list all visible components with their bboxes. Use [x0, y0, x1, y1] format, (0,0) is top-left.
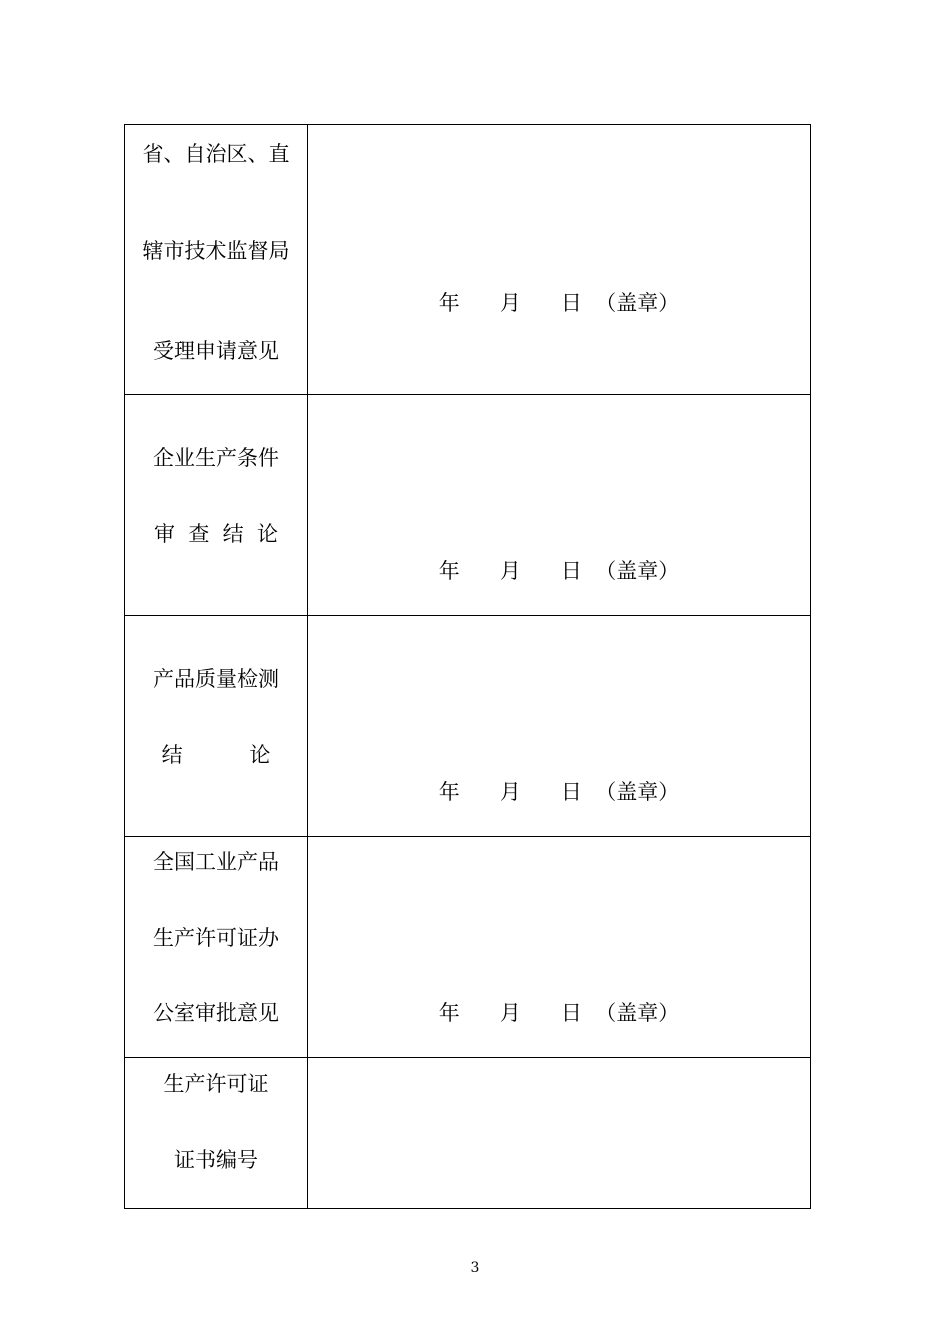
certificate-number-label-cell: [125, 1058, 308, 1209]
quality-test-label-cell: [125, 616, 308, 837]
date-stamp-line: 年 月 日 （盖章）: [438, 780, 680, 804]
label-line: 省、自治区、直: [142, 142, 290, 166]
provincial-acceptance-value-cell[interactable]: [308, 125, 811, 395]
table-row: [125, 837, 811, 1058]
national-office-approval-label-cell: [125, 837, 308, 1058]
date-stamp-line: 年 月 日 （盖章）: [438, 559, 680, 583]
label-line: 结 论: [161, 743, 271, 767]
label-line: 公室审批意见: [153, 1001, 279, 1025]
label-line: 全国工业产品: [153, 850, 279, 874]
production-conditions-value-cell[interactable]: [308, 395, 811, 616]
label-line: 受理申请意见: [153, 339, 279, 363]
label-line: 产品质量检测: [153, 667, 279, 691]
label-line: 辖市技术监督局: [142, 239, 290, 263]
label-line: 企业生产条件: [153, 446, 279, 470]
table-row: [125, 616, 811, 837]
table-row: [125, 395, 811, 616]
production-conditions-label-cell: [125, 395, 308, 616]
certificate-number-value-cell[interactable]: [308, 1058, 811, 1209]
date-stamp-line: 年 月 日 （盖章）: [438, 1001, 680, 1025]
provincial-acceptance-label-cell: [125, 125, 308, 395]
label-line: 生产许可证: [163, 1072, 269, 1096]
table-row: [125, 1058, 811, 1209]
label-line: 审 查 结 论: [153, 522, 279, 546]
approval-form-table: [124, 124, 811, 1209]
quality-test-value-cell[interactable]: [308, 616, 811, 837]
date-stamp-line: 年 月 日 （盖章）: [438, 291, 680, 315]
table-row: [125, 125, 811, 395]
label-line: 生产许可证办: [153, 926, 279, 950]
national-office-approval-value-cell[interactable]: [308, 837, 811, 1058]
page-number: 3: [470, 1260, 480, 1276]
label-line: 证书编号: [174, 1148, 258, 1172]
